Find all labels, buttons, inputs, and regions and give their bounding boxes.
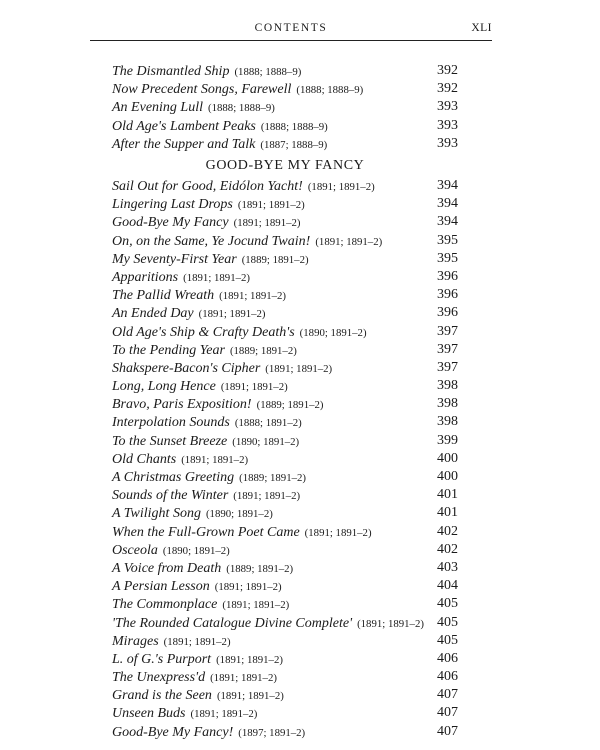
entry-title: A Christmas Greeting [112,470,235,485]
entry-page-number: 396 [437,305,458,321]
entry-title: Mirages [112,633,159,649]
entry-title: A Persian Lesson [112,579,210,595]
entry-dates: (1890; 1891–2) [232,435,300,448]
entry-page-number: 397 [437,341,458,357]
contents-entry [112,595,458,613]
contents-entry [112,117,458,135]
contents-entry [112,232,458,250]
contents-entry [112,195,458,213]
entry-title: Interpolation Sounds [112,415,230,431]
contents-entry [112,135,458,153]
entry-dates: (1890; 1891–2) [205,508,273,521]
entry-title: When the Full-Grown Poet Came [112,524,300,540]
entry-page-number: 396 [437,268,458,284]
entry-dates: (1889; 1891–2) [239,472,306,484]
entry-page-number: 407 [437,723,458,739]
entry-page-number: 399 [437,432,458,448]
entry-page-number: 394 [437,178,458,193]
entry-page-number: 400 [437,469,458,484]
entry-title: On, on the Same, Ye Jocund Twain! [112,233,311,249]
entry-dates: (1891; 1891–2) [222,599,290,612]
entry-title: My Seventy-First Year [112,251,237,267]
entry-title: Old Age's Ship & Crafty Death's [112,324,295,340]
entry-dates: (1889; 1891–2) [256,399,324,412]
contents-entry [112,80,458,98]
entry-dates: (1891; 1891–2) [163,635,231,648]
entry-dates: (1890; 1891–2) [299,326,367,339]
entry-page-number: 393 [437,117,458,133]
contents-entry [112,268,458,286]
contents-entry [112,650,458,668]
entry-title: Apparitions [112,269,179,285]
entry-title: Good-Bye My Fancy! [112,724,234,740]
entry-dates: (1889; 1891–2) [241,253,309,266]
entry-page-number: 395 [437,232,458,248]
entry-page-number: 394 [437,196,458,212]
entry-page-number: 393 [437,99,458,115]
contents-entry [112,250,458,268]
entry-title: A Voice from Death [112,560,222,576]
entry-title: The Unexpress'd [112,670,206,686]
entry-page-number: 397 [437,359,458,375]
entry-title: An Evening Lull [112,100,203,116]
entry-page-number: 404 [437,578,458,594]
entry-title: Lingering Last Drops [112,197,233,213]
contents-entry [112,686,458,704]
page-folio: XLI [471,22,492,34]
entry-dates: (1891; 1891–2) [357,617,424,630]
entry-dates: (1891; 1891–2) [304,526,372,539]
entry-title: An Ended Day [112,306,194,322]
contents-entry [112,304,458,322]
entry-dates: (1891; 1891–2) [216,653,283,666]
contents-entry [112,523,458,541]
entry-title: The Dismantled Ship [112,64,230,79]
contents-entry [112,541,458,559]
contents-list-group-one [112,62,458,153]
entry-dates: (1891; 1891–2) [183,271,250,284]
contents-entry [112,395,458,413]
entry-title: After the Supper and Talk [112,136,256,152]
contents-entry [112,468,458,486]
running-header-title: CONTENTS [254,22,328,34]
entry-page-number: 405 [437,614,458,630]
contents-entry [112,413,458,431]
entry-page-number: 406 [437,650,458,666]
contents-entry [112,341,458,359]
entry-dates: (1889; 1891–2) [226,562,294,575]
contents-entry [112,486,458,504]
contents-entry [112,450,458,468]
entry-dates: (1890; 1891–2) [162,544,230,557]
contents-entry [112,504,458,522]
entry-page-number: 398 [437,414,458,430]
entry-title: To the Pending Year [112,342,225,358]
entry-dates: (1891; 1891–2) [214,581,282,594]
entry-page-number: 392 [437,63,458,78]
entry-page-number: 395 [437,250,458,266]
contents-entry [112,323,458,341]
entry-dates: (1889; 1891–2) [229,344,297,357]
contents-entry [112,62,458,80]
entry-dates: (1891; 1891–2) [210,672,277,685]
entry-page-number: 403 [437,559,458,575]
entry-page-number: 397 [437,323,458,339]
section-heading: GOOD-BYE MY FANCY [205,158,365,173]
running-header [90,22,492,41]
entry-title: L. of G.'s Purport [112,651,212,667]
entry-page-number: 400 [437,450,458,466]
contents-entry [112,704,458,722]
entry-dates: (1888; 1888–9) [234,66,302,78]
entry-dates: (1891; 1891–2) [237,199,305,212]
entry-title: The Pallid Wreath [112,288,215,304]
entry-dates: (1888; 1891–2) [234,417,302,430]
entry-title: Good-Bye My Fancy [112,215,229,231]
entry-page-number: 401 [437,505,458,521]
contents-entry [112,98,458,116]
entry-page-number: 407 [437,687,458,703]
entry-title: Long, Long Hence [112,379,216,395]
entry-page-number: 405 [437,596,458,612]
entry-dates: (1891; 1891–2) [198,308,266,321]
entry-page-number: 405 [437,632,458,648]
entry-dates: (1888; 1888–9) [260,120,328,133]
entry-dates: (1891; 1891–2) [181,453,249,466]
entry-title: Shakspere-Bacon's Cipher [112,360,261,376]
entry-title: To the Sunset Breeze [112,433,228,449]
contents-entry [112,668,458,686]
entry-dates: (1891; 1891–2) [216,690,284,703]
entry-title: Grand is the Seen [112,688,212,704]
entry-page-number: 407 [437,705,458,721]
contents-entry [112,559,458,577]
contents-list-group-two [112,177,458,741]
contents-entry [112,213,458,231]
entry-page-number: 402 [437,523,458,539]
entry-title: Old Age's Lambent Peaks [112,118,256,134]
contents-entry [112,614,458,632]
contents-entry [112,632,458,650]
contents-entry [112,723,458,741]
entry-dates: (1888; 1888–9) [208,102,275,115]
entry-title: The Commonplace [112,597,218,613]
entry-dates: (1891; 1891–2) [233,217,301,230]
contents-entry [112,359,458,377]
contents-entry [112,177,458,195]
entry-dates: (1887; 1888–9) [260,138,328,151]
entry-title: A Twilight Song [112,506,201,522]
contents-entry [112,286,458,304]
entry-dates: (1891; 1891–2) [233,490,301,503]
contents-entry [112,432,458,450]
entry-dates: (1891; 1891–2) [315,235,383,248]
entry-title: Osceola [112,542,158,558]
entry-dates: (1891; 1891–2) [307,181,375,193]
entry-page-number: 393 [437,135,458,151]
entry-page-number: 396 [437,287,458,303]
contents-entry [112,577,458,595]
entry-dates: (1897; 1891–2) [238,726,306,739]
entry-title: Old Chants [112,451,177,467]
entry-dates: (1888; 1888–9) [296,84,364,97]
contents-entry [112,377,458,395]
entry-title: Unseen Buds [112,706,186,722]
entry-dates: (1891; 1891–2) [265,362,333,375]
entry-title: Sail Out for Good, Eidólon Yacht! [112,179,303,194]
entry-title: Sounds of the Winter [112,488,229,504]
entry-dates: (1891; 1891–2) [220,381,288,394]
entry-page-number: 394 [437,214,458,230]
entry-dates: (1891; 1891–2) [219,290,287,303]
entry-title: Bravo, Paris Exposition! [112,397,252,413]
entry-page-number: 398 [437,378,458,394]
entry-page-number: 392 [437,81,458,97]
entry-page-number: 402 [437,541,458,557]
entry-page-number: 398 [437,396,458,412]
entry-title: 'The Rounded Catalogue Divine Complete' [112,615,353,631]
entry-dates: (1891; 1891–2) [190,708,258,721]
entry-page-number: 401 [437,487,458,503]
entry-title: Now Precedent Songs, Farewell [112,82,292,98]
entry-page-number: 406 [437,669,458,685]
